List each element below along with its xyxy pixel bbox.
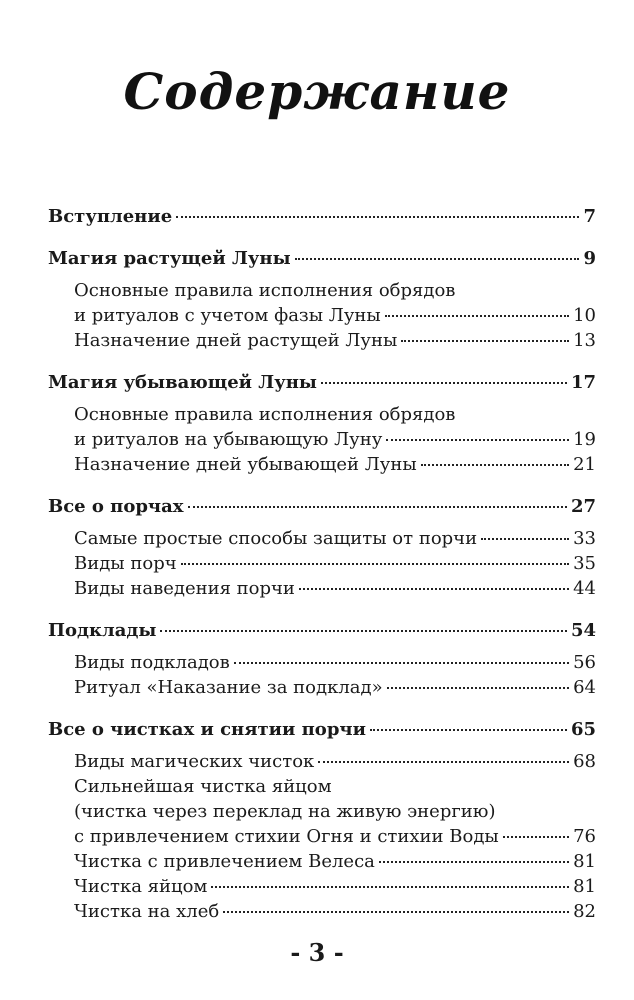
toc-section-intro — [48, 204, 596, 229]
leader-dots — [234, 662, 569, 664]
toc-entry-page: 9 — [583, 248, 596, 269]
toc-section-waning-moon — [48, 370, 596, 395]
toc-entry-page: 56 — [573, 652, 596, 673]
toc-subentry — [48, 328, 596, 353]
toc-subentry — [48, 849, 596, 874]
toc-subentry — [48, 576, 596, 601]
toc-entry-title: с привлечением стихии Огня и стихии Воды — [74, 826, 499, 847]
leader-dots — [503, 836, 569, 838]
toc-section-waxing-moon — [48, 246, 596, 271]
leader-dots — [370, 729, 567, 731]
toc-entry-page: 27 — [570, 496, 596, 517]
leader-dots — [321, 382, 567, 384]
leader-dots — [387, 687, 570, 689]
toc-entry-page: 54 — [570, 620, 596, 641]
leader-dots — [223, 911, 569, 913]
table-of-contents — [48, 204, 596, 924]
toc-entry-title: Магия растущей Луны — [48, 248, 291, 269]
toc-entry-page: 81 — [573, 876, 596, 897]
toc-entry-title: Вступление — [48, 206, 173, 227]
toc-entry-page: 35 — [573, 553, 596, 574]
toc-subentry — [48, 650, 596, 675]
toc-subentry — [48, 551, 596, 576]
toc-subentry — [48, 824, 596, 849]
leader-dots — [385, 315, 569, 317]
leader-dots — [421, 464, 569, 466]
toc-entry-title: Виды подкладов — [74, 652, 230, 673]
toc-entry-page: 44 — [573, 578, 596, 599]
toc-subentry — [48, 526, 596, 551]
toc-entry-title: Ритуал «Наказание за подклад» — [74, 677, 383, 698]
toc-section-curses — [48, 494, 596, 519]
page-number: - 3 - — [290, 938, 344, 967]
toc-entry-title: Все о порчах — [48, 496, 184, 517]
toc-entry-page: 21 — [573, 454, 596, 475]
toc-section-hexbags — [48, 618, 596, 643]
toc-entry-title: Магия убывающей Луны — [48, 372, 317, 393]
toc-entry-line: (чистка через переклад на живую энергию) — [74, 801, 496, 822]
toc-entry-line: Основные правила исполнения обрядов — [74, 404, 456, 425]
leader-dots — [160, 630, 567, 632]
toc-entry-title: Виды порч — [74, 553, 177, 574]
toc-entry-title: Чистка яйцом — [74, 876, 208, 897]
toc-section-cleansing — [48, 717, 596, 742]
toc-entry-line: Основные правила исполнения обрядов — [74, 280, 456, 301]
leader-dots — [181, 563, 569, 565]
leader-dots — [188, 506, 567, 508]
toc-entry-title: Подклады — [48, 620, 157, 641]
toc-subentry — [48, 452, 596, 477]
toc-entry-title: Назначение дней растущей Луны — [74, 330, 398, 351]
leader-dots — [176, 216, 579, 218]
toc-subentry — [48, 874, 596, 899]
leader-dots — [318, 761, 569, 763]
toc-entry-page: 65 — [570, 719, 596, 740]
toc-entry-page: 7 — [583, 206, 596, 227]
toc-subentry — [48, 749, 596, 774]
toc-entry-page: 13 — [573, 330, 596, 351]
toc-subentry — [48, 303, 596, 328]
leader-dots — [401, 340, 569, 342]
toc-entry-line: Сильнейшая чистка яйцом — [74, 776, 332, 797]
leader-dots — [386, 439, 569, 441]
toc-subentry — [48, 427, 596, 452]
toc-entry-page: 10 — [573, 305, 596, 326]
toc-entry-title: Все о чистках и снятии порчи — [48, 719, 366, 740]
toc-entry-title: Виды магических чисток — [74, 751, 315, 772]
toc-entry-title: и ритуалов с учетом фазы Луны — [74, 305, 381, 326]
leader-dots — [299, 588, 569, 590]
leader-dots — [295, 258, 580, 260]
toc-entry-title: Виды наведения порчи — [74, 578, 295, 599]
toc-subentry — [48, 675, 596, 700]
toc-entry-page: 33 — [573, 528, 596, 549]
toc-entry-page: 68 — [573, 751, 596, 772]
page-title: Содержание — [123, 62, 511, 121]
toc-entry-page: 82 — [573, 901, 596, 922]
toc-entry-title: Чистка на хлеб — [74, 901, 220, 922]
toc-entry-title: Чистка с привлечением Велеса — [74, 851, 375, 872]
toc-subentry — [48, 899, 596, 924]
toc-entry-title: Самые простые способы защиты от порчи — [74, 528, 478, 549]
leader-dots — [379, 861, 569, 863]
toc-entry-title: и ритуалов на убывающую Луну — [74, 429, 383, 450]
toc-entry-page: 19 — [573, 429, 596, 450]
toc-entry-title: Назначение дней убывающей Луны — [74, 454, 417, 475]
leader-dots — [211, 886, 569, 888]
toc-entry-page: 17 — [570, 372, 596, 393]
toc-entry-page: 81 — [573, 851, 596, 872]
toc-entry-page: 76 — [573, 826, 596, 847]
leader-dots — [481, 538, 569, 540]
toc-entry-page: 64 — [573, 677, 596, 698]
